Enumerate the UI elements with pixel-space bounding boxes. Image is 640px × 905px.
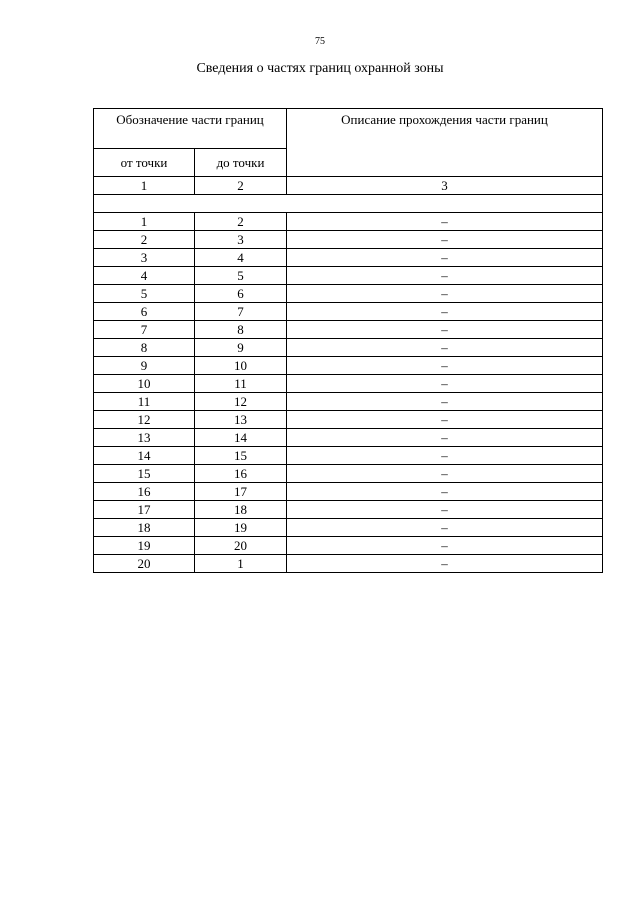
from-point-cell: 6 — [94, 303, 195, 321]
table-row — [94, 321, 603, 339]
table-row — [94, 249, 603, 267]
description-cell: – — [287, 555, 603, 573]
description-cell: – — [287, 267, 603, 285]
from-point-cell: 12 — [94, 411, 195, 429]
to-point-cell: 20 — [195, 537, 287, 555]
table-row — [94, 411, 603, 429]
description-cell: – — [287, 303, 603, 321]
from-point-cell: 5 — [94, 285, 195, 303]
header-boundary-description: Описание прохождения части границ — [287, 109, 603, 177]
from-point-cell: 9 — [94, 357, 195, 375]
empty-separator-cell — [94, 195, 603, 213]
column-number-row — [94, 177, 603, 195]
column-number-2: 2 — [195, 177, 287, 195]
description-cell: – — [287, 357, 603, 375]
to-point-cell: 10 — [195, 357, 287, 375]
header-to-point: до точки — [195, 149, 287, 177]
to-point-cell: 12 — [195, 393, 287, 411]
table-row — [94, 393, 603, 411]
description-cell: – — [287, 213, 603, 231]
description-cell: – — [287, 429, 603, 447]
column-number-1: 1 — [94, 177, 195, 195]
description-cell: – — [287, 447, 603, 465]
table-row — [94, 267, 603, 285]
table-row — [94, 465, 603, 483]
table-row — [94, 231, 603, 249]
from-point-cell: 17 — [94, 501, 195, 519]
table-row — [94, 501, 603, 519]
to-point-cell: 14 — [195, 429, 287, 447]
to-point-cell: 8 — [195, 321, 287, 339]
description-cell: – — [287, 249, 603, 267]
table-row — [94, 375, 603, 393]
from-point-cell: 3 — [94, 249, 195, 267]
table-row — [94, 285, 603, 303]
from-point-cell: 11 — [94, 393, 195, 411]
to-point-cell: 13 — [195, 411, 287, 429]
to-point-cell: 17 — [195, 483, 287, 501]
table-body — [94, 177, 603, 573]
table-row — [94, 537, 603, 555]
table-row — [94, 519, 603, 537]
to-point-cell: 11 — [195, 375, 287, 393]
description-cell: – — [287, 483, 603, 501]
to-point-cell: 19 — [195, 519, 287, 537]
empty-separator-row — [94, 195, 603, 213]
from-point-cell: 15 — [94, 465, 195, 483]
from-point-cell: 4 — [94, 267, 195, 285]
from-point-cell: 18 — [94, 519, 195, 537]
from-point-cell: 20 — [94, 555, 195, 573]
description-cell: – — [287, 537, 603, 555]
header-from-point: от точки — [94, 149, 195, 177]
description-cell: – — [287, 375, 603, 393]
table-row — [94, 303, 603, 321]
to-point-cell: 3 — [195, 231, 287, 249]
description-cell: – — [287, 339, 603, 357]
from-point-cell: 14 — [94, 447, 195, 465]
from-point-cell: 7 — [94, 321, 195, 339]
document-title: Сведения о частях границ охранной зоны — [196, 61, 444, 76]
column-number-3: 3 — [287, 177, 603, 195]
from-point-cell: 10 — [94, 375, 195, 393]
to-point-cell: 15 — [195, 447, 287, 465]
header-boundary-part-designation: Обозначение части границ — [94, 109, 287, 149]
to-point-cell: 18 — [195, 501, 287, 519]
from-point-cell: 13 — [94, 429, 195, 447]
table-row — [94, 483, 603, 501]
table-row — [94, 429, 603, 447]
description-cell: – — [287, 393, 603, 411]
table-row — [94, 213, 603, 231]
table-row — [94, 555, 603, 573]
description-cell: – — [287, 465, 603, 483]
to-point-cell: 4 — [195, 249, 287, 267]
description-cell: – — [287, 501, 603, 519]
table-row — [94, 447, 603, 465]
description-cell: – — [287, 411, 603, 429]
from-point-cell: 16 — [94, 483, 195, 501]
to-point-cell: 9 — [195, 339, 287, 357]
page-number: 75 — [315, 36, 325, 47]
boundary-parts-table — [93, 108, 603, 573]
description-cell: – — [287, 231, 603, 249]
from-point-cell: 8 — [94, 339, 195, 357]
from-point-cell: 19 — [94, 537, 195, 555]
from-point-cell: 2 — [94, 231, 195, 249]
to-point-cell: 5 — [195, 267, 287, 285]
to-point-cell: 1 — [195, 555, 287, 573]
to-point-cell: 2 — [195, 213, 287, 231]
description-cell: – — [287, 321, 603, 339]
table-row — [94, 357, 603, 375]
from-point-cell: 1 — [94, 213, 195, 231]
to-point-cell: 16 — [195, 465, 287, 483]
description-cell: – — [287, 285, 603, 303]
to-point-cell: 7 — [195, 303, 287, 321]
description-cell: – — [287, 519, 603, 537]
to-point-cell: 6 — [195, 285, 287, 303]
table-row — [94, 339, 603, 357]
